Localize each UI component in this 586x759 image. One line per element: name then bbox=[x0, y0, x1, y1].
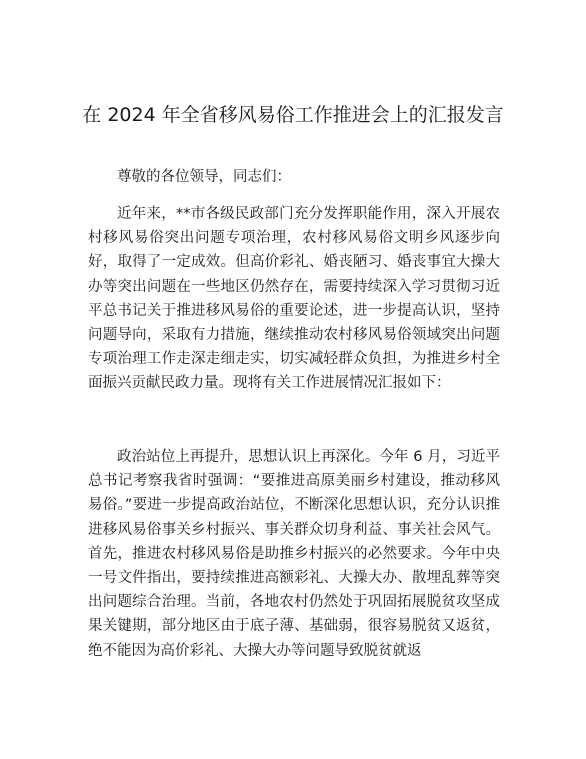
paragraph-2: 政治站位上再提升，思想认识上再深化。今年 6 月，习近平总书记考察我省时强调：“要推进高原美丽乡村建设，推动移风易俗。”要进一步提高政治站位，不断深化思想认识，充分认识推进移风易俗事关乡村振兴、事关群众切身利益、事关社会风气。首先，推进农村移风易俗是助推乡村振兴的必然要求。今年中央一号文件指出，要持续推进高额彩礼、大操大办、散埋乱葬等突出问题综合治理。当前，各地农村仍然处于巩固拓展脱贫攻坚成果关键期，部分地区由于底子薄、基础弱，很容易脱贫又返贫，绝不能因为高价彩礼、大操大办等问题导致脱贫就返 bbox=[88, 449, 500, 659]
document-title: 在 2024 年全省移风易俗工作推进会上的汇报发言 bbox=[82, 104, 504, 126]
paragraph-1: 近年来，**市各级民政部门充分发挥职能作用，深入开展农村移风易俗突出问题专项治理，农村移风易俗文明乡风逐步向好，取得了一定成效。但高价彩礼、婚丧陋习、婚丧事宜大操大办等突出问题在一些地区仍然存在，需要持续深入学习贯彻习近平总书记关于推进移风易俗的重要论述，进一步提高认识，坚持问题导向，采取有力措施，继续推动农村移风易俗领域突出问题专项治理工作走深走细走实，切实减轻群众负担，为推进乡村全面振兴贡献民政力量。现将有关工作进展情况汇报如下： bbox=[88, 206, 500, 392]
salutation: 尊敬的各位领导，同志们： bbox=[117, 169, 291, 185]
